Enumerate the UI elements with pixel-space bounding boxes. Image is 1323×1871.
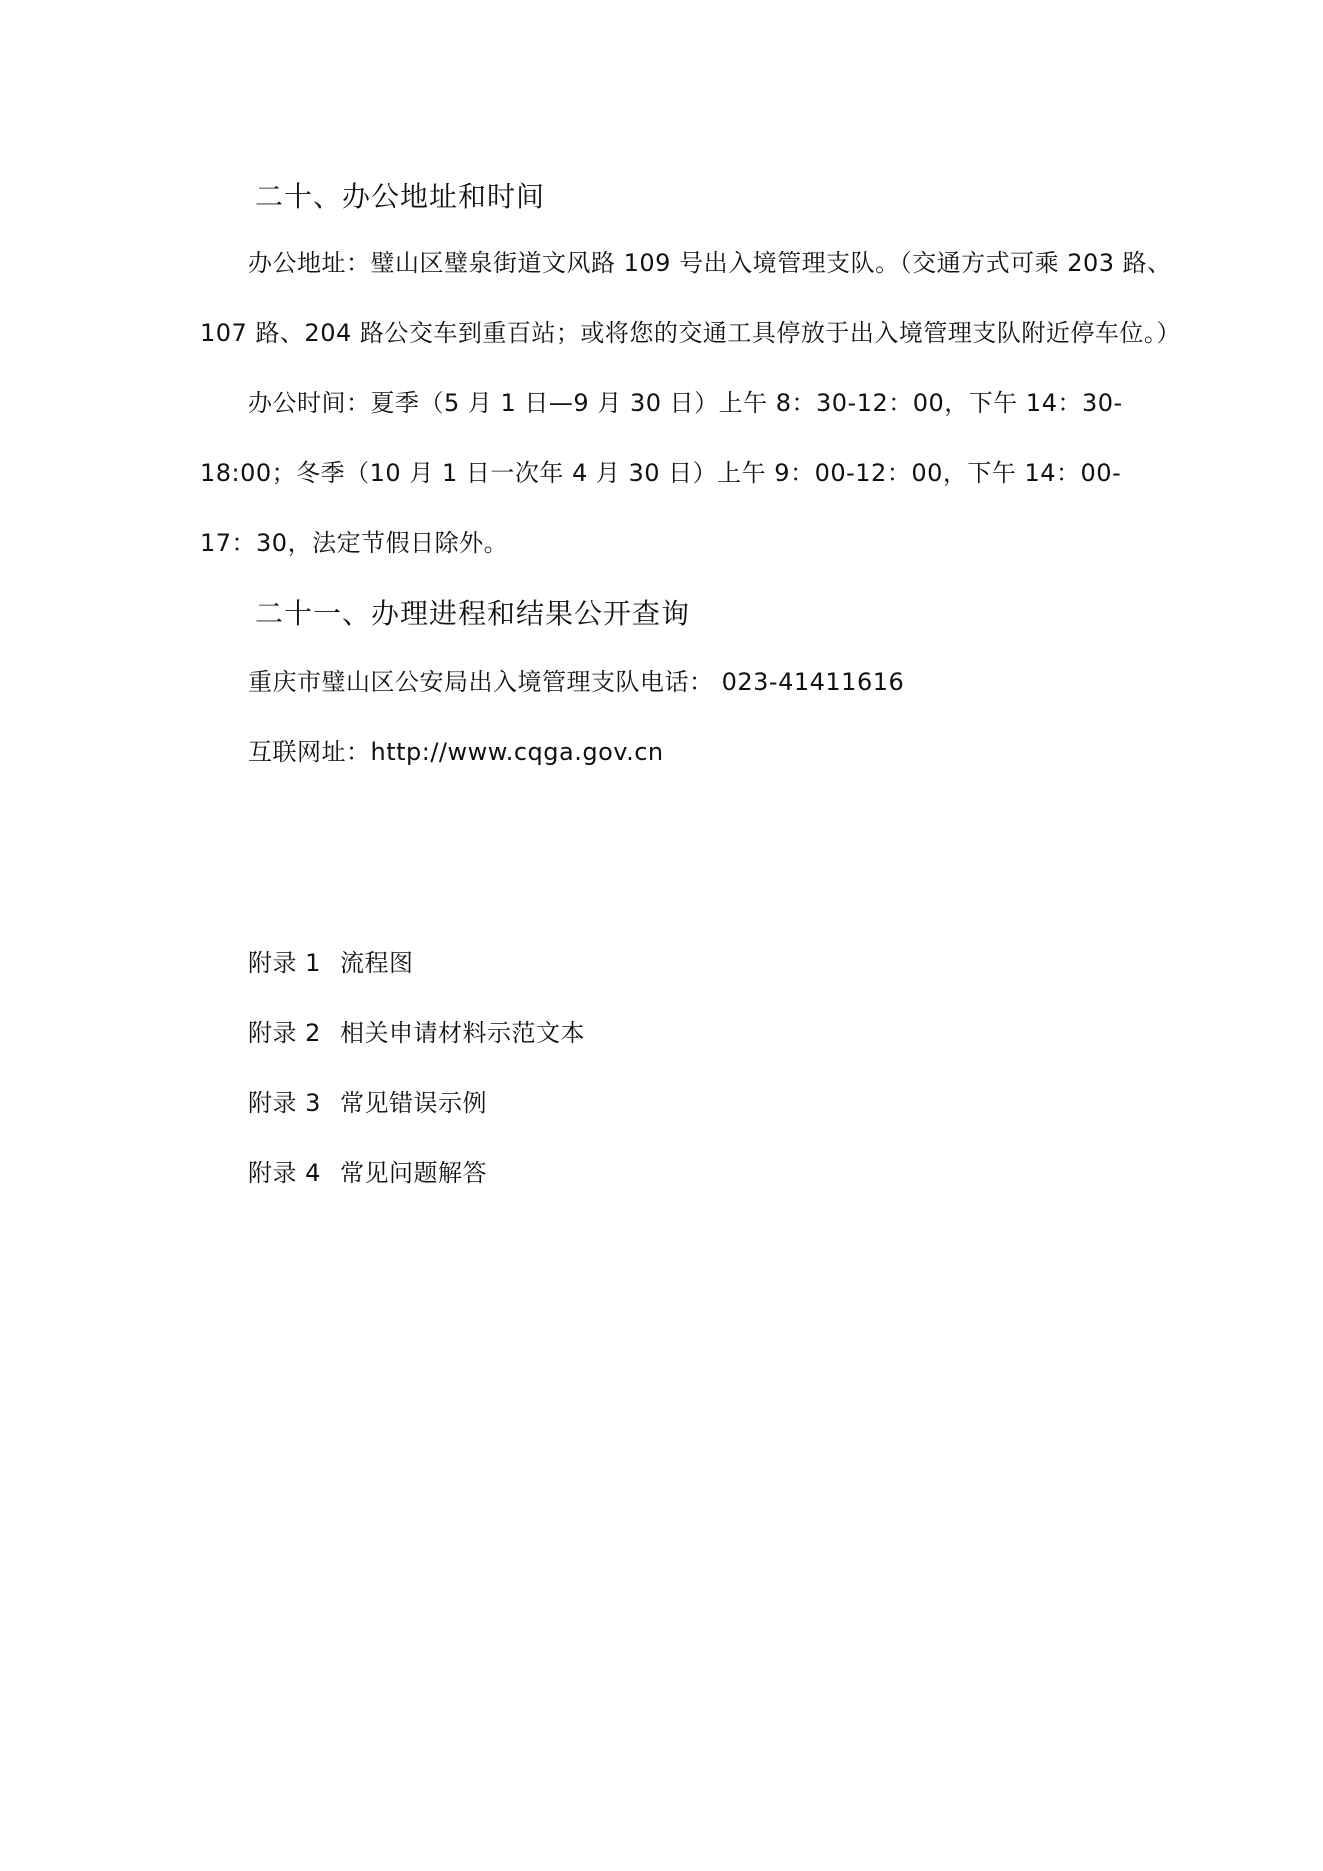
office-address-line-2: 107 路、204 路公交车到重百站；或将您的交通工具停放于出入境管理支队附近停车位。） bbox=[200, 319, 1181, 347]
office-hours-line-3: 17：30，法定节假日除外。 bbox=[200, 529, 509, 557]
appendix-item bbox=[248, 1158, 487, 1188]
section-21-heading: 二十一、办理进程和结果公开查询 bbox=[255, 597, 691, 630]
appendix-item bbox=[248, 1018, 585, 1048]
appendix-label: 附录 1 bbox=[248, 949, 321, 977]
contact-phone-line: 重庆市璧山区公安局出入境管理支队电话： 023-41411616 bbox=[248, 668, 905, 696]
website-line: 互联网址：http://www.cqga.gov.cn bbox=[248, 738, 664, 766]
section-20-heading: 二十、办公地址和时间 bbox=[255, 180, 546, 213]
appendix-label: 附录 2 bbox=[248, 1019, 321, 1047]
appendix-title: 常见问题解答 bbox=[340, 1159, 487, 1187]
office-hours-line-2: 18:00；冬季（10 月 1 日一次年 4 月 30 日）上午 9：00-12：00，下午 14：00- bbox=[200, 459, 1122, 487]
appendix-label: 附录 4 bbox=[248, 1159, 321, 1187]
appendix-title: 常见错误示例 bbox=[340, 1089, 487, 1117]
appendix-label: 附录 3 bbox=[248, 1089, 321, 1117]
appendix-item bbox=[248, 1088, 487, 1118]
appendix-title: 流程图 bbox=[340, 949, 414, 977]
office-hours-line-1: 办公时间：夏季（5 月 1 日—9 月 30 日）上午 8：30-12：00，下午 14：30- bbox=[248, 389, 1123, 417]
appendix-item bbox=[248, 948, 414, 978]
office-address-line-1: 办公地址：璧山区璧泉街道文风路 109 号出入境管理支队。（交通方式可乘 203 路、 bbox=[248, 249, 1172, 277]
appendix-title: 相关申请材料示范文本 bbox=[340, 1019, 585, 1047]
